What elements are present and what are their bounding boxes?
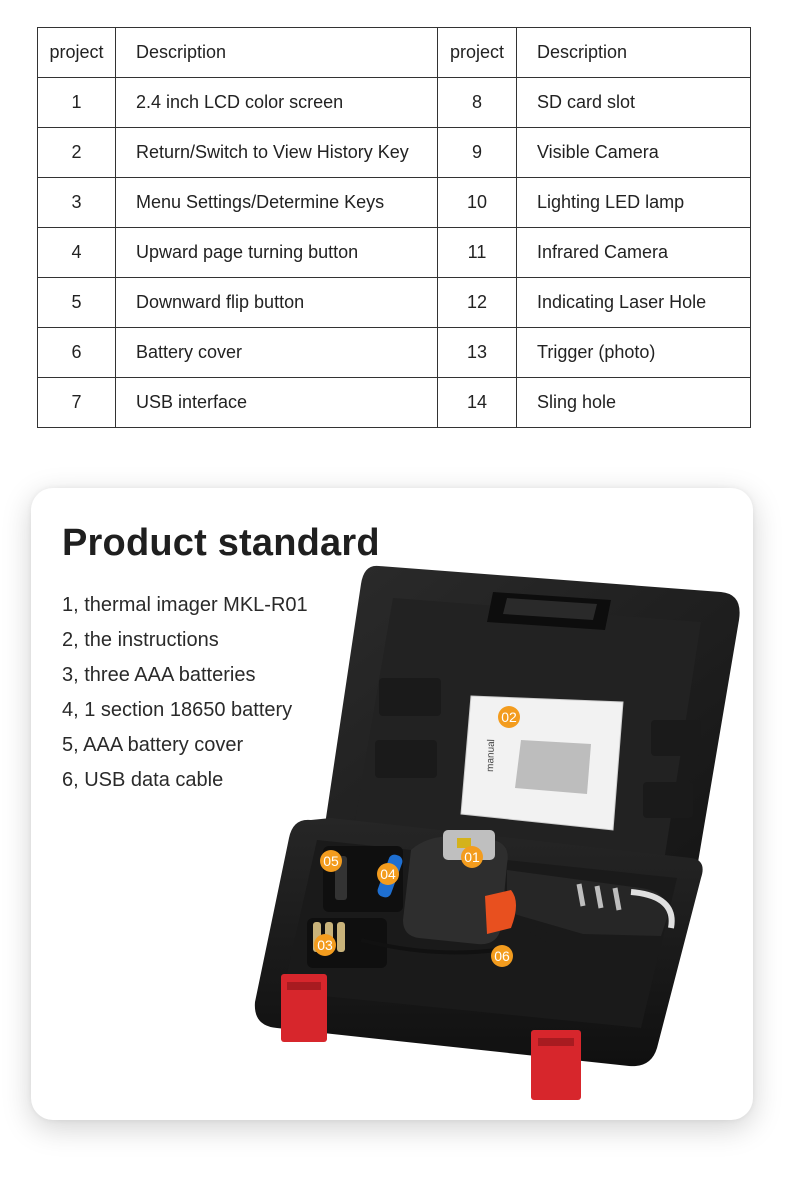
part-description: Lighting LED lamp	[517, 178, 751, 228]
part-number: 11	[438, 228, 517, 278]
tag-03	[314, 934, 336, 956]
table-row	[38, 78, 751, 128]
column-header-project: project	[38, 28, 116, 78]
table-row	[38, 278, 751, 328]
table-row	[38, 228, 751, 278]
part-number: 5	[38, 278, 116, 328]
part-number: 6	[38, 328, 116, 378]
part-number: 9	[438, 128, 517, 178]
list-item: 6, USB data cable	[62, 769, 224, 791]
manual-label: manual	[485, 738, 498, 773]
part-description: Upward page turning button	[116, 228, 438, 278]
part-number: 1	[38, 78, 116, 128]
manual-booklet	[461, 696, 623, 830]
part-number: 4	[38, 228, 116, 278]
table-header-row	[38, 28, 751, 78]
parts-table	[37, 27, 751, 428]
svg-text:05: 05	[323, 853, 339, 869]
part-description: Trigger (photo)	[517, 328, 751, 378]
svg-text:03: 03	[317, 937, 333, 953]
svg-text:01: 01	[464, 849, 480, 865]
part-number: 13	[438, 328, 517, 378]
part-description: Indicating Laser Hole	[517, 278, 751, 328]
column-header-description: Description	[116, 28, 438, 78]
part-number: 2	[38, 128, 116, 178]
product-standard-card	[31, 488, 753, 1120]
table-row	[38, 128, 751, 178]
part-description: Menu Settings/Determine Keys	[116, 178, 438, 228]
tag-05	[320, 850, 342, 872]
part-description: USB interface	[116, 378, 438, 428]
list-item: 5, AAA battery cover	[62, 734, 244, 756]
part-number: 8	[438, 78, 517, 128]
column-header-description: Description	[517, 28, 751, 78]
table-row	[38, 328, 751, 378]
tag-01	[461, 846, 483, 868]
part-description: Battery cover	[116, 328, 438, 378]
svg-text:04: 04	[380, 866, 396, 882]
part-description: Downward flip button	[116, 278, 438, 328]
part-description: Sling hole	[517, 378, 751, 428]
part-number: 12	[438, 278, 517, 328]
part-description: Visible Camera	[517, 128, 751, 178]
tag-06	[491, 945, 513, 967]
list-item: 4, 1 section 18650 battery	[62, 699, 293, 721]
tag-02	[498, 706, 520, 728]
column-header-project: project	[438, 28, 517, 78]
list-item: 2, the instructions	[62, 629, 219, 651]
carry-case-photo	[31, 488, 753, 1120]
svg-text:02: 02	[501, 709, 517, 725]
part-number: 7	[38, 378, 116, 428]
part-number: 14	[438, 378, 517, 428]
part-description: Return/Switch to View History Key	[116, 128, 438, 178]
svg-text:06: 06	[494, 948, 510, 964]
part-description: SD card slot	[517, 78, 751, 128]
package-contents-list	[62, 588, 308, 798]
list-item: 1, thermal imager MKL-R01	[62, 594, 308, 616]
part-description: 2.4 inch LCD color screen	[116, 78, 438, 128]
tag-04	[377, 863, 399, 885]
part-number: 3	[38, 178, 116, 228]
part-number: 10	[438, 178, 517, 228]
table-row	[38, 178, 751, 228]
table-row	[38, 378, 751, 428]
part-description: Infrared Camera	[517, 228, 751, 278]
list-item: 3, three AAA batteries	[62, 664, 256, 686]
section-title: Product standard	[62, 522, 380, 564]
